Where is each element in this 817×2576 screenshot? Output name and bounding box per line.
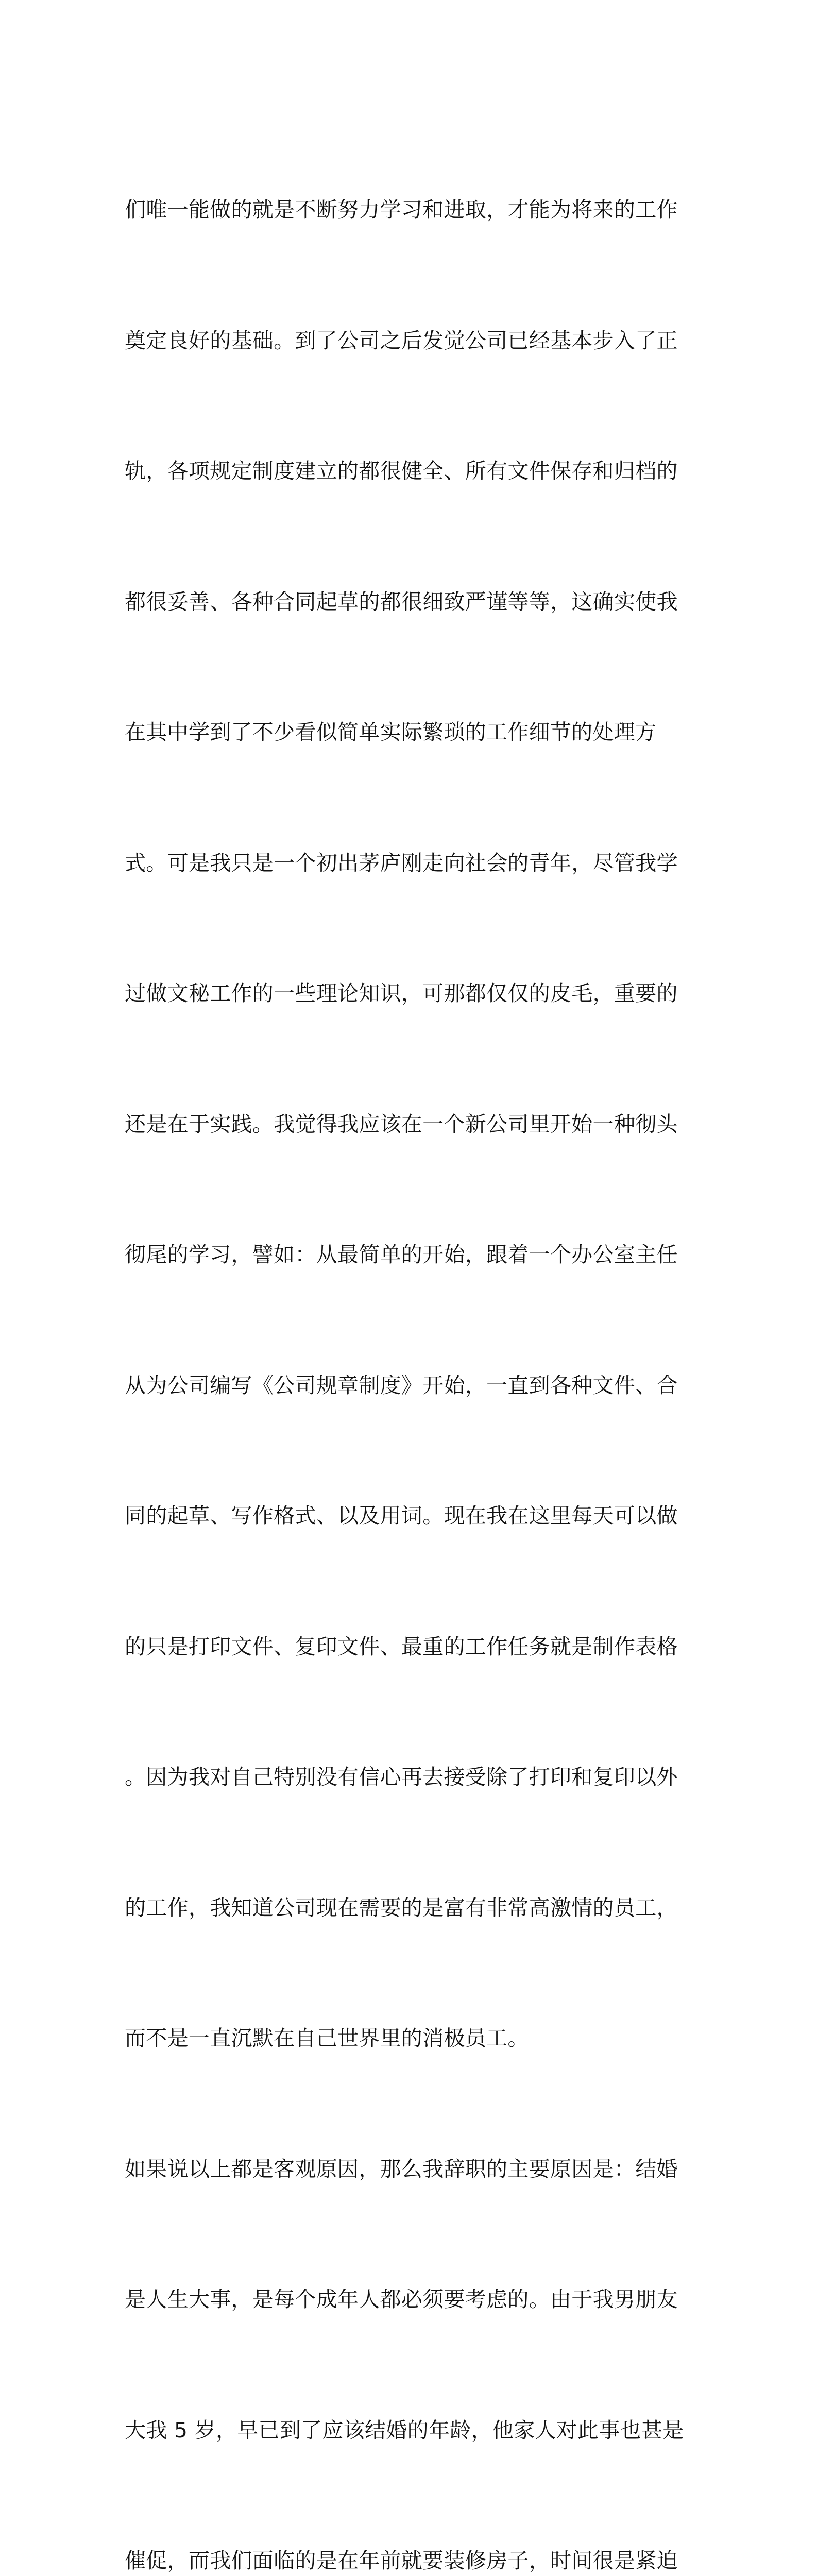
text-line: 而不是一直沉默在自己世界里的消极员工。 <box>125 2026 529 2050</box>
text-line: 奠定良好的基础。到了公司之后发觉公司已经基本步入了正 <box>125 328 678 353</box>
text-line: 在其中学到了不少看似简单实际繁琐的工作细节的处理方 <box>125 720 657 744</box>
text-line: 的工作，我知道公司现在需要的是富有非常高激情的员工， <box>125 1895 678 1920</box>
body-text <box>125 101 702 2576</box>
text-line: 轨，各项规定制度建立的都很健全、所有文件保存和归档的 <box>125 459 678 483</box>
text-line: 彻尾的学习，譬如：从最简单的开始，跟着一个办公室主任 <box>125 1242 678 1267</box>
text-line: 们唯一能做的就是不断努力学习和进取，才能为将来的工作 <box>125 197 678 222</box>
text-line: 同的起草、写作格式、以及用词。现在我在这里每天可以做 <box>125 1503 678 1528</box>
text-line: 式。可是我只是一个初出茅庐刚走向社会的青年，尽管我学 <box>125 850 678 875</box>
text-line: 从为公司编写《公司规章制度》开始，一直到各种文件、合 <box>125 1372 678 1398</box>
text-line: 过做文秘工作的一些理论知识，可那都仅仅的皮毛，重要的 <box>125 981 678 1006</box>
text-line: 还是在于实践。我觉得我应该在一个新公司里开始一种彻头 <box>125 1111 678 1137</box>
text-line: 。因为我对自己特别没有信心再去接受除了打印和复印以外 <box>125 1765 678 1789</box>
text-line: 的只是打印文件、复印文件、最重的工作任务就是制作表格 <box>125 1634 678 1659</box>
text-line: 都很妥善、各种合同起草的都很细致严谨等等，这确实使我 <box>125 589 678 614</box>
text-line: 催促，而我们面临的是在年前就要装修房子，时间很是紧迫 <box>125 2548 678 2573</box>
text-line: 是人生大事，是每个成年人都必须要考虑的。由于我男朋友 <box>125 2287 678 2312</box>
text-line: 大我 5 岁，早已到了应该结婚的年龄，他家人对此事也甚是 <box>125 2417 684 2443</box>
text-line: 如果说以上都是客观原因，那么我辞职的主要原因是：结婚 <box>125 2156 678 2181</box>
